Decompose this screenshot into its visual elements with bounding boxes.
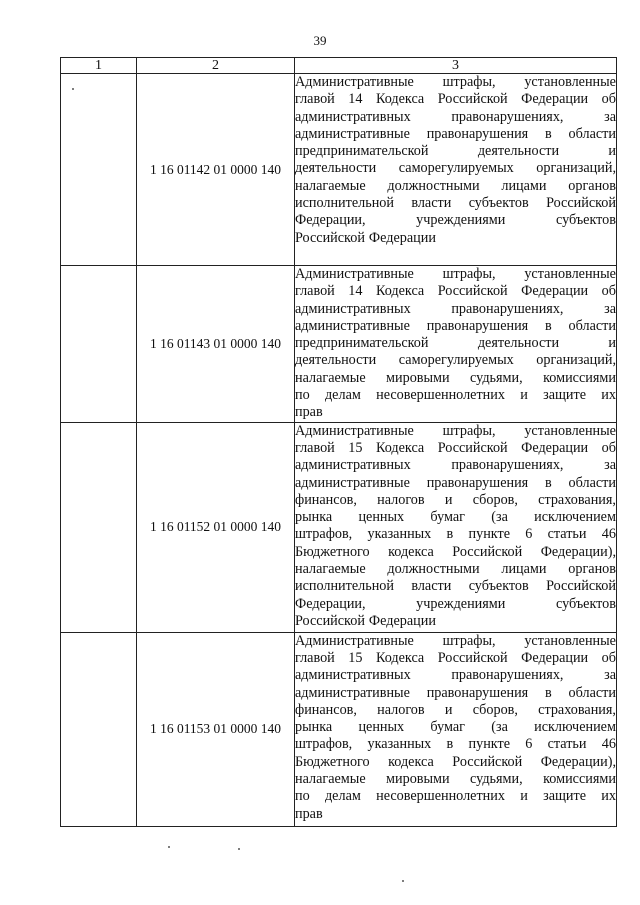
description-cell (295, 632, 617, 826)
description-word: правонарушения (426, 684, 529, 701)
description-word: бумаг (430, 719, 465, 736)
description-word: Федерации (521, 439, 589, 456)
description-word: Федерации (521, 283, 589, 300)
description-line (295, 160, 616, 177)
description-word: за (604, 667, 616, 684)
description-word: административные (295, 474, 410, 491)
description-word: и (520, 387, 528, 404)
description-word: ценных (358, 509, 405, 526)
description-word: субъектов (555, 212, 616, 229)
description-word: финансов, (295, 491, 357, 508)
description-word: статьи (547, 526, 587, 543)
description-line (295, 475, 616, 492)
description-word: 15 (348, 649, 363, 666)
description-word: субъектов (555, 595, 616, 612)
description-line (295, 526, 616, 543)
description-line (295, 702, 616, 719)
description-word: исполнительной (295, 195, 394, 212)
description-word: указанных (367, 526, 432, 543)
description-word: об (601, 649, 616, 666)
description-word: исполнительной (295, 578, 394, 595)
description-word: делам (324, 387, 361, 404)
description-word: и (608, 143, 616, 160)
description-line (295, 457, 616, 474)
description-line (295, 806, 616, 823)
description-word: делам (324, 788, 361, 805)
description-line (295, 596, 616, 613)
description-word: органов (568, 561, 616, 578)
description-word: власти (411, 578, 452, 595)
description-word: сборов, (472, 701, 518, 718)
description-word: главой (295, 649, 335, 666)
description-line (295, 178, 616, 195)
description-word: Административные (295, 266, 414, 282)
description-word: штрафы, (442, 422, 496, 439)
description-word: 6 (525, 736, 533, 753)
description-word: в (446, 736, 454, 753)
description-word: власти (411, 195, 452, 212)
description-word: страхования, (538, 491, 616, 508)
description-cell (295, 266, 617, 423)
description-word: штрафов, (295, 526, 353, 543)
description-word: саморегулируемых (398, 160, 514, 177)
description-line (295, 91, 616, 108)
description-line (295, 318, 616, 335)
description-word: области (568, 474, 616, 491)
description-line (295, 195, 616, 212)
description-line (295, 719, 616, 736)
description-word: Федерации, (295, 212, 366, 229)
description-word: об (601, 283, 616, 300)
description-word: Российской (295, 612, 365, 629)
description-word: 14 (348, 91, 363, 108)
description-word: (за (491, 719, 508, 736)
description-word: налогов (377, 701, 425, 718)
scan-speck (168, 846, 170, 848)
description-word: деятельности (477, 335, 560, 352)
description-word: налагаемые (295, 771, 366, 788)
description-word: административных (295, 300, 411, 317)
description-word: правонарушениях, (451, 457, 564, 474)
header-col-1: 1 (61, 58, 137, 74)
description-word: налагаемые (295, 369, 366, 386)
description-word: правонарушения (426, 474, 529, 491)
budget-code-cell: 1 16 01153 01 0000 140 (137, 632, 295, 826)
description-word: в (446, 526, 454, 543)
description-word: налагаемые (295, 561, 366, 578)
description-word: органов (568, 177, 616, 194)
description-word: об (601, 439, 616, 456)
description-word: прав (295, 404, 323, 421)
description-word: штрафы, (442, 266, 496, 282)
description-word: налагаемые (295, 177, 366, 194)
description-word: Российской (295, 229, 365, 246)
description-word: по (295, 387, 310, 404)
description-word: Российской (546, 578, 616, 595)
description-word: организаций, (536, 160, 616, 177)
description-word: главой (295, 283, 335, 300)
description-word: и (444, 701, 453, 718)
description-word: правонарушениях, (451, 108, 564, 125)
description-word: установленные (524, 74, 616, 90)
budget-code-cell: 1 16 01142 01 0000 140 (137, 74, 295, 266)
scan-speck (402, 880, 404, 882)
row-col-1-cell (61, 422, 137, 632)
description-word: области (568, 317, 616, 334)
description-line (295, 230, 616, 247)
scan-speck (238, 848, 240, 850)
description-word: Российской (437, 91, 508, 108)
description-word: 46 (601, 736, 616, 753)
description-word: Федерации (521, 649, 589, 666)
description-word: административных (295, 667, 411, 684)
description-word: административные (295, 684, 410, 701)
description-word: рынка (295, 719, 333, 736)
description-word: в (545, 125, 552, 142)
description-word: предпринимательской (295, 143, 429, 160)
description-word: штрафов, (295, 736, 353, 753)
description-word: судьями, (470, 771, 523, 788)
description-word: правонарушения (426, 125, 529, 142)
description-word: в (545, 684, 552, 701)
description-word: исключением (534, 719, 616, 736)
budget-code-cell: 1 16 01152 01 0000 140 (137, 422, 295, 632)
description-word: Федерации (368, 229, 436, 246)
description-word: рынка (295, 509, 333, 526)
header-col-2: 2 (137, 58, 295, 74)
description-word: Российской (452, 543, 523, 560)
description-word: административных (295, 457, 411, 474)
description-word: об (601, 91, 616, 108)
description-line (295, 613, 616, 630)
row-col-1-cell (61, 632, 137, 826)
description-word: Российской (452, 753, 523, 770)
budget-codes-table (60, 57, 617, 827)
description-word: деятельности (477, 143, 560, 160)
description-line (295, 126, 616, 143)
description-word: Кодекса (375, 649, 425, 666)
description-word: мировыми (386, 771, 450, 788)
description-line (295, 404, 616, 421)
description-word: должностными (387, 561, 480, 578)
description-line (295, 109, 616, 126)
description-word: за (604, 300, 616, 317)
description-word: Бюджетного (295, 543, 370, 560)
description-word: Российской (546, 195, 616, 212)
description-line (295, 788, 616, 805)
description-word: финансов, (295, 701, 357, 718)
scan-speck (72, 88, 74, 90)
description-word: правонарушениях, (451, 667, 564, 684)
description-word: бумаг (430, 509, 465, 526)
description-word: за (604, 108, 616, 125)
description-line (295, 771, 616, 788)
description-word: организаций, (536, 352, 616, 369)
description-word: главой (295, 439, 335, 456)
page-number: 39 (313, 33, 327, 48)
description-line (295, 544, 616, 561)
description-word: и (520, 788, 528, 805)
description-line (295, 561, 616, 578)
description-word: установленные (524, 632, 616, 649)
description-line (295, 440, 616, 457)
description-word: указанных (367, 736, 432, 753)
description-word: субъектов (468, 578, 529, 595)
description-word: Федерации (368, 612, 436, 629)
description-word: несовершеннолетних (376, 387, 505, 404)
description-word: защите (543, 387, 587, 404)
table-row (61, 632, 617, 826)
description-word: саморегулируемых (398, 352, 514, 369)
description-word: 14 (348, 283, 363, 300)
row-col-1-cell (61, 74, 137, 266)
description-word: и (608, 335, 616, 352)
description-word: административных (295, 108, 411, 125)
description-word: Федерации), (540, 753, 616, 770)
description-word: административные (295, 125, 410, 142)
row-col-1-cell (61, 266, 137, 423)
description-word: штрафы, (442, 632, 496, 649)
description-line (295, 492, 616, 509)
description-word: лицами (501, 561, 547, 578)
description-word: кодекса (388, 753, 434, 770)
description-word: деятельности (295, 352, 377, 369)
description-word: Кодекса (375, 283, 425, 300)
description-word: Кодекса (375, 439, 425, 456)
description-word: Федерации, (295, 595, 366, 612)
description-word: Российской (437, 283, 508, 300)
description-line (295, 352, 616, 369)
description-word: налогов (377, 491, 425, 508)
description-word: области (568, 684, 616, 701)
description-word: пункте (468, 736, 510, 753)
description-cell (295, 74, 617, 266)
description-word: пункте (468, 526, 510, 543)
description-line (295, 335, 616, 352)
description-word: Российской (437, 649, 508, 666)
description-word: в (545, 317, 552, 334)
description-word: предпринимательской (295, 335, 429, 352)
description-word: правонарушениях, (451, 300, 564, 317)
description-line (295, 301, 616, 318)
description-word: и (444, 491, 453, 508)
description-word: комиссиями (543, 369, 616, 386)
description-line (295, 509, 616, 526)
description-cell (295, 422, 617, 632)
description-line (295, 370, 616, 387)
description-word: Административные (295, 74, 414, 90)
description-word: учреждениями (416, 595, 506, 612)
description-line (295, 266, 616, 283)
description-line (295, 685, 616, 702)
description-line (295, 387, 616, 404)
description-word: в (545, 474, 552, 491)
description-word: за (604, 457, 616, 474)
description-word: несовершеннолетних (376, 788, 505, 805)
description-word: их (601, 387, 616, 404)
description-line (295, 650, 616, 667)
description-word: по (295, 788, 310, 805)
description-word: исключением (534, 509, 616, 526)
description-line (295, 736, 616, 753)
header-col-3: 3 (295, 58, 617, 74)
description-word: Административные (295, 422, 414, 439)
description-word: ценных (358, 719, 405, 736)
description-line (295, 578, 616, 595)
description-line (295, 212, 616, 229)
description-word: кодекса (388, 543, 434, 560)
budget-code-cell: 1 16 01143 01 0000 140 (137, 266, 295, 423)
description-line (295, 633, 616, 650)
description-line (295, 143, 616, 160)
description-line (295, 74, 616, 91)
description-word: должностными (387, 177, 480, 194)
description-word: Российской (437, 439, 508, 456)
description-word: штрафы, (442, 74, 496, 90)
description-word: главой (295, 91, 335, 108)
description-word: 46 (601, 526, 616, 543)
description-word: защите (543, 788, 587, 805)
description-word: лицами (501, 177, 547, 194)
description-word: правонарушения (426, 317, 529, 334)
description-word: установленные (524, 266, 616, 282)
description-word: административные (295, 317, 410, 334)
table-row (61, 266, 617, 423)
description-word: 15 (348, 439, 363, 456)
description-word: Административные (295, 632, 414, 649)
description-line (295, 283, 616, 300)
description-word: сборов, (472, 491, 518, 508)
description-word: установленные (524, 422, 616, 439)
description-word: Кодекса (375, 91, 425, 108)
description-word: судьями, (470, 369, 523, 386)
description-word: мировыми (386, 369, 450, 386)
description-line (295, 754, 616, 771)
description-word: статьи (547, 736, 587, 753)
description-word: деятельности (295, 160, 377, 177)
description-word: комиссиями (543, 771, 616, 788)
description-word: области (568, 125, 616, 142)
description-line (295, 423, 616, 440)
description-word: прав (295, 805, 323, 822)
description-word: Бюджетного (295, 753, 370, 770)
description-word: учреждениями (416, 212, 506, 229)
description-word: (за (491, 509, 508, 526)
table-header-row (61, 58, 617, 74)
description-word: страхования, (538, 701, 616, 718)
description-word: Федерации), (540, 543, 616, 560)
table-row (61, 74, 617, 266)
table-row (61, 422, 617, 632)
description-word: 6 (525, 526, 533, 543)
description-word: субъектов (468, 195, 529, 212)
description-word: Федерации (521, 91, 589, 108)
description-line (295, 667, 616, 684)
description-word: их (601, 788, 616, 805)
